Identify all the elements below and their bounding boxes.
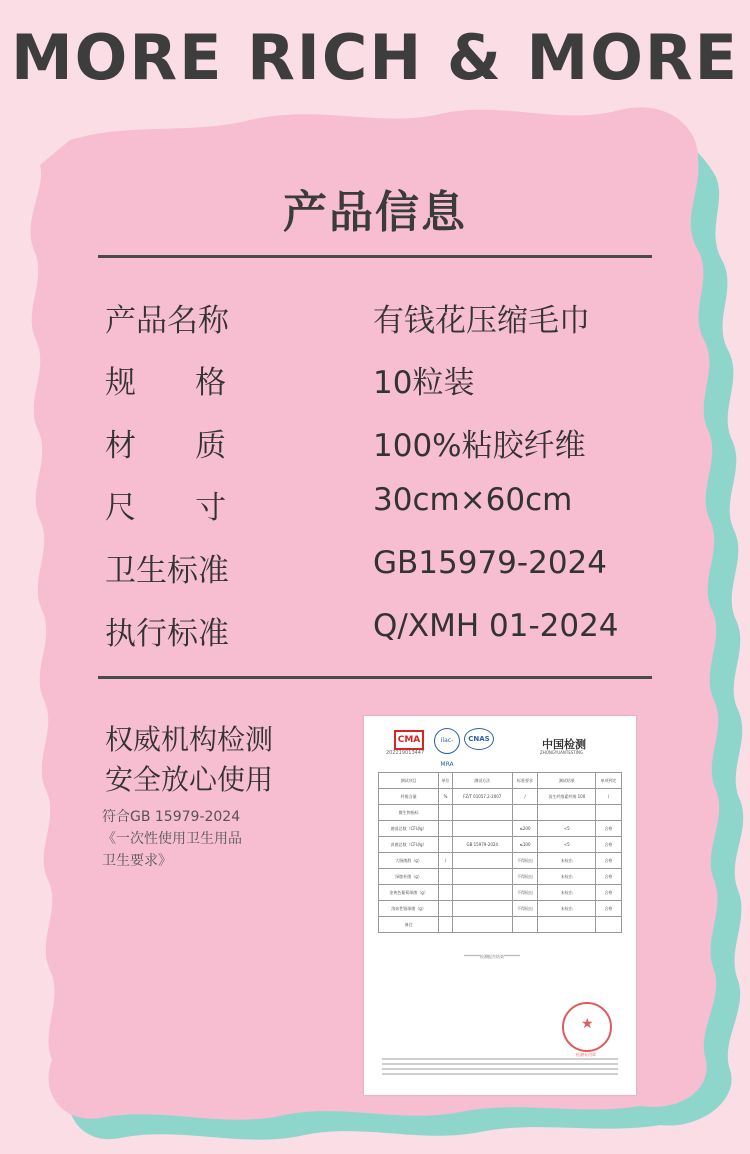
info-row: [105, 357, 665, 401]
authority-line: 安全放心使用: [105, 763, 274, 796]
section-title: 产品信息: [283, 187, 467, 238]
report-table-row: [379, 837, 622, 853]
lab-name-en: ZHONGYUANTESTING: [540, 750, 584, 755]
report-table-cell: 不得检出: [512, 853, 538, 869]
report-table-cell: [452, 901, 512, 917]
report-table-cell: [439, 917, 453, 933]
report-table-cell: 合格: [596, 869, 622, 885]
report-table-cell: FZ/T 01057.2-2007: [452, 789, 512, 805]
authority-heading: [105, 720, 273, 800]
report-table-cell: [452, 853, 512, 869]
info-row: [105, 545, 665, 589]
report-table-cell: 备注: [379, 917, 439, 933]
info-value: 10粒装: [373, 365, 475, 401]
report-table-cell: 金黄色葡萄球菌（g）: [379, 885, 439, 901]
report-table: [378, 772, 622, 933]
report-table-cell: /: [439, 853, 453, 869]
report-table-cell: 再生纤维素纤维 100: [538, 789, 596, 805]
report-table-row: [379, 885, 622, 901]
cnas-logo: CNAS: [464, 728, 494, 750]
info-row: [105, 295, 665, 339]
report-table-row: [379, 869, 622, 885]
report-table-cell: 单位: [439, 773, 453, 789]
report-table-cell: ≤100: [512, 837, 538, 853]
report-table-cell: 纤维含量: [379, 789, 439, 805]
report-table-cell: [538, 805, 596, 821]
report-header: [364, 716, 636, 776]
report-table-cell: [538, 917, 596, 933]
info-value: 30cm×60cm: [373, 482, 573, 518]
report-table-cell: [439, 901, 453, 917]
report-table-cell: 合格: [596, 837, 622, 853]
report-table-cell: [439, 869, 453, 885]
ilac-logo: ilac-MRA: [434, 728, 460, 754]
report-table-cell: 测试方法: [452, 773, 512, 789]
report-table-cell: [596, 805, 622, 821]
info-label: 执行标准: [105, 616, 229, 652]
info-label: 产品名称: [105, 303, 229, 339]
info-value: Q/XMH 01-2024: [373, 608, 619, 644]
report-table-cell: %: [439, 789, 453, 805]
info-row: [105, 482, 665, 526]
report-table-cell: [452, 917, 512, 933]
report-table-cell: 绿脓杆菌（g）: [379, 869, 439, 885]
stamp-text: 检测专用章: [576, 1052, 596, 1057]
report-table-cell: 合格: [596, 853, 622, 869]
report-table-cell: [452, 885, 512, 901]
report-table-cell: 未检出: [538, 853, 596, 869]
test-report-image: [364, 716, 636, 1095]
lab-name: 中国检测: [542, 738, 586, 751]
report-table-cell: ≤200: [512, 821, 538, 837]
report-table-cell: 测试项目: [379, 773, 439, 789]
report-table-cell: 未检出: [538, 885, 596, 901]
report-table-cell: [439, 821, 453, 837]
report-table-cell: 不得检出: [512, 885, 538, 901]
report-table-cell: <5: [538, 821, 596, 837]
report-table-cell: /: [596, 789, 622, 805]
report-table-cell: 标准要求: [512, 773, 538, 789]
report-table-cell: 未检出: [538, 901, 596, 917]
info-row: [105, 420, 665, 464]
report-table-cell: <5: [538, 837, 596, 853]
report-table-cell: 合格: [596, 821, 622, 837]
report-table-row: [379, 773, 622, 789]
note-line: 符合GB 15979-2024: [102, 809, 241, 825]
info-label: 规 格: [105, 365, 227, 401]
report-table-row: [379, 805, 622, 821]
cma-logo: CMA: [394, 730, 424, 750]
report-table-cell: [452, 821, 512, 837]
report-table-cell: 测试结果: [538, 773, 596, 789]
report-table-cell: 单项判定: [596, 773, 622, 789]
note-line: 《一次性使用卫生用品: [102, 831, 242, 847]
report-table-cell: [452, 805, 512, 821]
info-row: [105, 608, 665, 652]
report-table-cell: [512, 917, 538, 933]
report-table-cell: 合格: [596, 885, 622, 901]
stamp-star-icon: ★: [581, 1016, 594, 1032]
report-table-cell: [452, 869, 512, 885]
report-table-cell: [439, 805, 453, 821]
note-line: 卫生要求》: [102, 853, 172, 869]
info-label: 卫生标准: [105, 553, 229, 589]
info-value: GB15979-2024: [373, 545, 607, 581]
report-table-cell: /: [512, 789, 538, 805]
report-end: ********检测报告结束********: [464, 954, 520, 959]
report-table-cell: 大肠菌群（g）: [379, 853, 439, 869]
report-table-cell: 不得检出: [512, 869, 538, 885]
report-table-cell: [439, 837, 453, 853]
info-value: 有钱花压缩毛巾: [373, 303, 590, 339]
report-table-cell: GB 15979-2024: [452, 837, 512, 853]
standard-note: [102, 806, 322, 872]
top-divider: [98, 255, 652, 258]
info-value: 100%粘胶纤维: [373, 428, 586, 464]
report-table-row: [379, 917, 622, 933]
report-table-row: [379, 789, 622, 805]
report-table-cell: 合格: [596, 901, 622, 917]
report-table-row: [379, 821, 622, 837]
report-table-cell: 微生物指标: [379, 805, 439, 821]
info-label: 尺 寸: [105, 490, 227, 526]
report-table-cell: 溶血性链球菌（g）: [379, 901, 439, 917]
report-table-row: [379, 901, 622, 917]
cma-number: 202219013447: [386, 750, 425, 756]
bottom-divider: [98, 676, 652, 679]
report-table-cell: [439, 885, 453, 901]
report-table-row: [379, 853, 622, 869]
report-fine-print: [382, 1058, 618, 1078]
info-label: 材 质: [105, 428, 227, 464]
brand-title: MORE RICH & MORE: [10, 21, 740, 94]
report-table-cell: [596, 917, 622, 933]
report-table-cell: 真菌总数（CFU/g）: [379, 837, 439, 853]
report-table-cell: 不得检出: [512, 901, 538, 917]
authority-line: 权威机构检测: [105, 723, 274, 756]
report-table-cell: 菌落总数（CFU/g）: [379, 821, 439, 837]
report-table-cell: [512, 805, 538, 821]
report-table-cell: 未检出: [538, 869, 596, 885]
